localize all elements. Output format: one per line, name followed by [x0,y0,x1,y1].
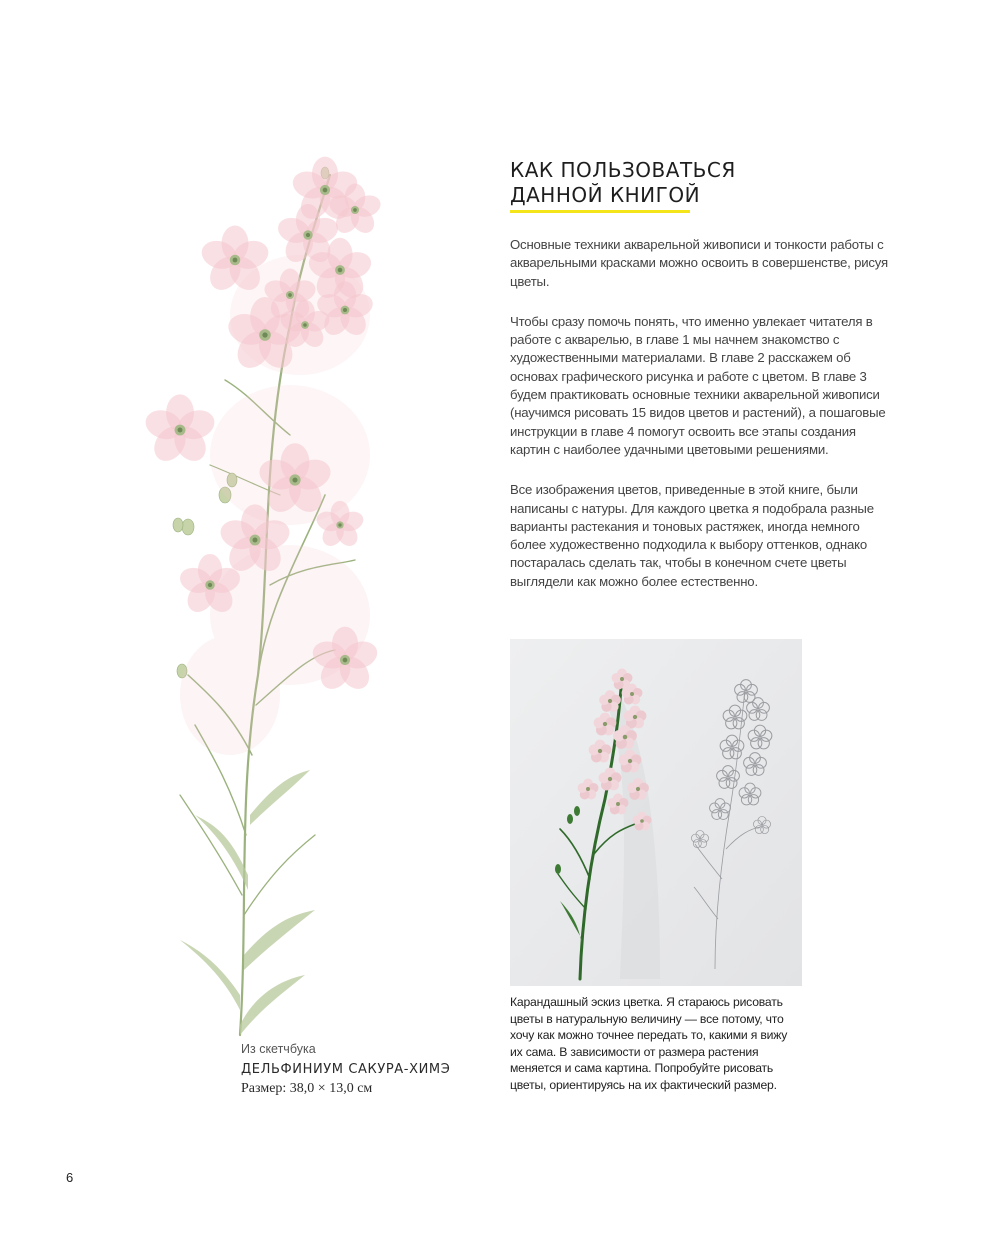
body-text [510,236,895,613]
sketch-source: Из скетчбука [241,1042,316,1056]
heading-line-1: КАК ПОЛЬЗОВАТЬСЯ [510,158,736,182]
heading-underline [510,210,690,213]
heading-line-2: ДАННОЙ КНИГОЙ [510,183,701,207]
body-paragraph: Все изображения цветов, приведенные в этой книге, были написаны с натуры. Для каждого цветка я подобрала разные варианты растекания и тоновых растяжек, иногда немного более художественно подходила к выбору оттенков, однако постаралась сделать так, чтобы в конечном счете цветы выглядели как можно более естественно. [510,482,874,589]
flower-and-pencil-sketch-photo [510,639,802,986]
flower-sketch-photo [510,639,802,986]
body-paragraph: Основные техники акварельной живописи и тонкости работы с акварельными красками можно освоить в совершенстве, рисуя цветы. [510,237,888,289]
body-paragraph: Чтобы сразу помочь понять, что именно увлекает читателя в работе с акварелью, в главе 1 мы начнем знакомство с художественными материалами. В главе 2 расскажем об основах графического рисунка и работе с цветом. В главе 3 будем практиковать основные техники акварельной живописи (научимся рисовать 15 видов цветов и растений), а пошаговые инструкции в главе 4 помогут освоить все этапы создания картин с наиболее удачными цветовыми решениями. [510,313,886,457]
page-number: 6 [66,1170,74,1185]
sketch-size: Размер: 38,0 × 13,0 см [241,1081,373,1096]
photo-caption: Карандашный эскиз цветка. Я стараюсь рисовать цветы в натуральную величину — все потому, что хочу как можно точнее передать то, какими я вижу их сама. В зависимости от размера растения меняется и сама картина. Попробуйте рисовать цветы, ориентируясь на их фактический размер. [510,995,788,1092]
sketch-info [241,1041,450,1098]
page-heading [510,158,736,208]
watercolor-delphinium-illustration [140,135,410,1040]
sketch-name: ДЕЛЬФИНИУМ САКУРА-ХИМЭ [241,1062,451,1077]
